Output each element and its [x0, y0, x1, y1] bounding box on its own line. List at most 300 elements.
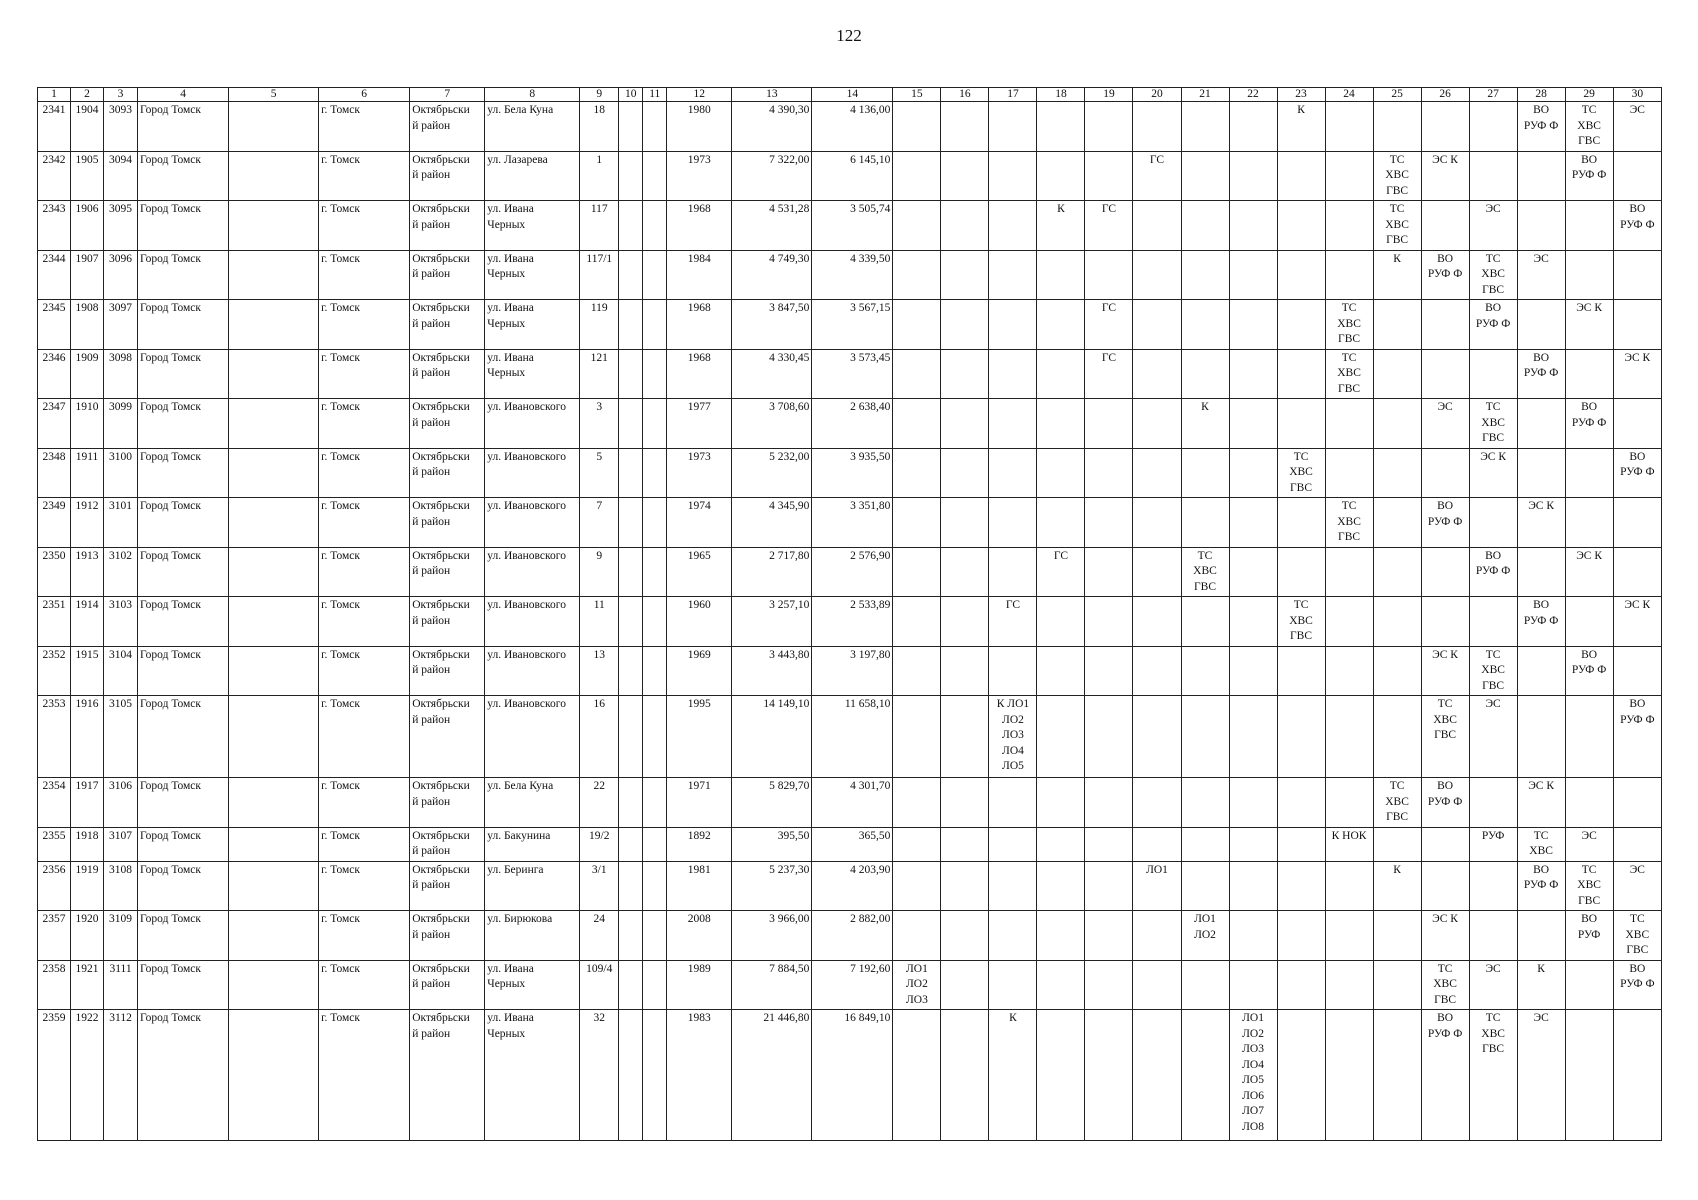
table-cell	[1421, 201, 1469, 251]
table-cell: 1984	[667, 250, 732, 300]
table-cell: 16	[580, 696, 619, 778]
table-cell: 2355	[38, 827, 71, 861]
table-row	[38, 151, 1662, 201]
table-cell	[941, 102, 989, 152]
table-cell: г. Томск	[319, 911, 410, 961]
table-cell	[1037, 448, 1085, 498]
table-cell: Город Томск	[138, 960, 229, 1010]
column-header: 3	[104, 88, 138, 102]
table-cell: ТС ХВС ГВС	[1565, 861, 1613, 911]
table-cell	[1037, 696, 1085, 778]
table-cell: 3 197,80	[812, 646, 893, 696]
table-cell: 5 237,30	[732, 861, 812, 911]
table-cell: ВО РУФ Ф	[1469, 547, 1517, 597]
table-cell	[989, 448, 1037, 498]
table-cell	[1325, 1010, 1373, 1141]
table-cell: 1910	[71, 399, 104, 449]
table-cell: ЭС К	[1517, 778, 1565, 828]
table-cell	[989, 102, 1037, 152]
table-cell	[1517, 300, 1565, 350]
table-cell: 1920	[71, 911, 104, 961]
table-cell: ТС ХВС ГВС	[1613, 911, 1661, 961]
table-cell	[619, 448, 643, 498]
table-cell: Город Томск	[138, 911, 229, 961]
table-cell	[1229, 861, 1277, 911]
table-cell: ул. Ивана Черных	[485, 300, 580, 350]
table-cell	[1373, 597, 1421, 647]
table-cell	[1373, 646, 1421, 696]
table-cell	[619, 151, 643, 201]
table-cell	[1277, 646, 1325, 696]
table-cell: 1	[580, 151, 619, 201]
table-cell	[941, 960, 989, 1010]
table-cell	[1277, 399, 1325, 449]
table-cell	[893, 151, 941, 201]
table-cell: 1981	[667, 861, 732, 911]
column-header: 29	[1565, 88, 1613, 102]
table-row	[38, 696, 1662, 778]
column-header: 28	[1517, 88, 1565, 102]
table-cell	[1277, 696, 1325, 778]
table-cell: 3096	[104, 250, 138, 300]
table-cell	[941, 201, 989, 251]
table-cell	[643, 778, 667, 828]
table-cell: К	[1277, 102, 1325, 152]
table-cell	[1325, 399, 1373, 449]
table-cell	[941, 300, 989, 350]
table-cell	[1373, 827, 1421, 861]
table-cell	[989, 778, 1037, 828]
table-cell: 2345	[38, 300, 71, 350]
table-cell	[1517, 201, 1565, 251]
table-cell	[1229, 911, 1277, 961]
table-cell	[1037, 250, 1085, 300]
table-cell: ВО РУФ Ф	[1565, 399, 1613, 449]
table-cell	[893, 498, 941, 548]
table-cell	[1181, 201, 1229, 251]
table-cell: 3100	[104, 448, 138, 498]
table-cell: ул. Лазарева	[485, 151, 580, 201]
table-cell	[643, 646, 667, 696]
table-cell: ул. Ивана Черных	[485, 201, 580, 251]
table-cell	[1277, 1010, 1325, 1141]
table-cell	[1181, 498, 1229, 548]
table-cell	[1037, 861, 1085, 911]
table-cell	[1469, 861, 1517, 911]
table-cell: 119	[580, 300, 619, 350]
table-cell	[1037, 597, 1085, 647]
table-cell	[1325, 151, 1373, 201]
column-header: 14	[812, 88, 893, 102]
table-cell: Октябрьски й район	[410, 399, 485, 449]
table-cell	[1229, 547, 1277, 597]
table-cell	[1373, 349, 1421, 399]
table-cell: К НОК	[1325, 827, 1373, 861]
table-cell	[1037, 1010, 1085, 1141]
table-cell: 3 573,45	[812, 349, 893, 399]
table-row	[38, 349, 1662, 399]
table-cell	[619, 827, 643, 861]
table-cell: 2348	[38, 448, 71, 498]
table-cell	[941, 151, 989, 201]
table-cell: г. Томск	[319, 696, 410, 778]
table-cell	[1085, 547, 1133, 597]
table-cell	[1565, 778, 1613, 828]
table-row	[38, 911, 1662, 961]
table-cell	[1229, 300, 1277, 350]
table-cell: Октябрьски й район	[410, 1010, 485, 1141]
table-cell: 1983	[667, 1010, 732, 1141]
table-cell: ЭС К	[1421, 151, 1469, 201]
table-cell	[893, 201, 941, 251]
table-cell	[893, 349, 941, 399]
table-cell: 1974	[667, 498, 732, 548]
table-cell	[1037, 300, 1085, 350]
table-cell: 3108	[104, 861, 138, 911]
table-cell	[1181, 349, 1229, 399]
table-cell: ЭС К	[1613, 597, 1661, 647]
table-cell	[941, 861, 989, 911]
table-cell	[1277, 960, 1325, 1010]
table-cell	[1421, 349, 1469, 399]
table-cell	[643, 399, 667, 449]
table-cell: 1908	[71, 300, 104, 350]
table-row	[38, 300, 1662, 350]
table-cell	[1229, 498, 1277, 548]
table-cell: 3 567,15	[812, 300, 893, 350]
table-cell: ЭС	[1421, 399, 1469, 449]
table-cell: К	[1037, 201, 1085, 251]
table-cell	[1133, 646, 1181, 696]
table-cell: Город Томск	[138, 349, 229, 399]
table-cell	[989, 498, 1037, 548]
table-cell	[1421, 827, 1469, 861]
table-cell	[1229, 646, 1277, 696]
table-cell	[1517, 399, 1565, 449]
table-cell: Октябрьски й район	[410, 960, 485, 1010]
table-cell	[643, 250, 667, 300]
table-cell	[1613, 547, 1661, 597]
table-cell	[1133, 597, 1181, 647]
table-cell: Город Томск	[138, 778, 229, 828]
table-cell	[989, 646, 1037, 696]
table-cell: ул. Бакунина	[485, 827, 580, 861]
column-header: 11	[643, 88, 667, 102]
table-cell	[1565, 1010, 1613, 1141]
table-cell: 1906	[71, 201, 104, 251]
table-cell	[1613, 250, 1661, 300]
table-cell	[941, 827, 989, 861]
table-cell: 19/2	[580, 827, 619, 861]
table-cell	[1133, 448, 1181, 498]
table-cell	[1085, 250, 1133, 300]
table-cell: Город Томск	[138, 498, 229, 548]
table-row	[38, 201, 1662, 251]
table-cell	[1133, 1010, 1181, 1141]
table-cell: 11	[580, 597, 619, 647]
table-cell	[619, 597, 643, 647]
table-cell	[1565, 696, 1613, 778]
table-cell: 4 203,90	[812, 861, 893, 911]
table-cell: 3	[580, 399, 619, 449]
table-cell: 1907	[71, 250, 104, 300]
table-cell	[989, 349, 1037, 399]
page-number: 122	[836, 26, 862, 45]
table-cell: 1969	[667, 646, 732, 696]
table-cell: ул. Ивановского	[485, 498, 580, 548]
table-cell	[1085, 498, 1133, 548]
table-cell: 1904	[71, 102, 104, 152]
table-cell: 3098	[104, 349, 138, 399]
table-cell: ТС ХВС ГВС	[1469, 250, 1517, 300]
table-cell: 3109	[104, 911, 138, 961]
table-cell: 4 531,28	[732, 201, 812, 251]
table-cell	[619, 960, 643, 1010]
table-cell: ЭС	[1517, 1010, 1565, 1141]
table-cell: ГС	[1133, 151, 1181, 201]
table-cell	[1277, 498, 1325, 548]
table-cell	[619, 300, 643, 350]
table-cell	[1229, 960, 1277, 1010]
table-cell: 1912	[71, 498, 104, 548]
table-cell: 3 708,60	[732, 399, 812, 449]
table-cell: г. Томск	[319, 827, 410, 861]
table-cell	[1085, 448, 1133, 498]
table-row	[38, 597, 1662, 647]
table-cell	[1517, 696, 1565, 778]
table-cell	[1277, 300, 1325, 350]
table-cell	[1325, 250, 1373, 300]
table-cell	[1229, 778, 1277, 828]
table-cell	[1613, 1010, 1661, 1141]
table-cell: 2008	[667, 911, 732, 961]
table-cell: 1989	[667, 960, 732, 1010]
table-cell	[1421, 597, 1469, 647]
table-cell: Город Томск	[138, 646, 229, 696]
table-row	[38, 250, 1662, 300]
table-cell: ЭС	[1469, 201, 1517, 251]
table-row	[38, 498, 1662, 548]
table-cell: ВО РУФ Ф	[1517, 861, 1565, 911]
table-cell: РУФ	[1469, 827, 1517, 861]
table-cell: ЭС	[1565, 827, 1613, 861]
table-cell	[893, 250, 941, 300]
table-cell	[1373, 547, 1421, 597]
table-cell: ул. Ивана Черных	[485, 960, 580, 1010]
table-cell	[1421, 300, 1469, 350]
table-cell	[989, 861, 1037, 911]
table-cell	[1085, 399, 1133, 449]
table-cell	[1517, 547, 1565, 597]
table-cell	[1037, 911, 1085, 961]
table-cell	[941, 646, 989, 696]
table-cell: ЛО1	[1133, 861, 1181, 911]
table-cell: ВО РУФ Ф	[1613, 696, 1661, 778]
table-cell: ул. Беринга	[485, 861, 580, 911]
column-header: 17	[989, 88, 1037, 102]
table-cell: 3097	[104, 300, 138, 350]
table-cell: 2351	[38, 597, 71, 647]
table-cell: 1968	[667, 349, 732, 399]
table-cell: 1973	[667, 448, 732, 498]
table-cell: г. Томск	[319, 778, 410, 828]
table-cell	[229, 250, 319, 300]
table-cell: 4 339,50	[812, 250, 893, 300]
table-cell: 4 330,45	[732, 349, 812, 399]
table-cell: ЭС К	[1469, 448, 1517, 498]
table-cell: 3112	[104, 1010, 138, 1141]
table-cell: 2 576,90	[812, 547, 893, 597]
table-cell: ул. Ивана Черных	[485, 349, 580, 399]
column-header: 9	[580, 88, 619, 102]
table-cell: ул. Ивановского	[485, 597, 580, 647]
table-cell	[1565, 960, 1613, 1010]
table-cell	[1181, 696, 1229, 778]
table-row	[38, 399, 1662, 449]
table-cell: 1971	[667, 778, 732, 828]
table-cell	[1277, 250, 1325, 300]
table-cell	[1421, 448, 1469, 498]
table-cell: 3/1	[580, 861, 619, 911]
table-cell: ул. Бирюкова	[485, 911, 580, 961]
column-header: 23	[1277, 88, 1325, 102]
table-cell	[619, 696, 643, 778]
table-cell: Город Томск	[138, 547, 229, 597]
table-cell: г. Томск	[319, 151, 410, 201]
table-cell	[229, 597, 319, 647]
table-cell: Город Томск	[138, 696, 229, 778]
table-cell: г. Томск	[319, 1010, 410, 1141]
table-cell	[1133, 349, 1181, 399]
table-cell	[1373, 911, 1421, 961]
table-cell: 2344	[38, 250, 71, 300]
table-cell: 24	[580, 911, 619, 961]
table-cell: г. Томск	[319, 597, 410, 647]
table-cell	[941, 597, 989, 647]
table-row	[38, 547, 1662, 597]
table-cell: 1909	[71, 349, 104, 399]
column-header: 20	[1133, 88, 1181, 102]
table-cell: ТС ХВС ГВС	[1373, 778, 1421, 828]
table-cell	[1181, 448, 1229, 498]
table-cell	[1229, 102, 1277, 152]
column-header: 4	[138, 88, 229, 102]
table-cell	[229, 201, 319, 251]
table-cell	[1133, 547, 1181, 597]
table-cell: 1916	[71, 696, 104, 778]
table-cell: ВО РУФ Ф	[1517, 597, 1565, 647]
table-cell	[989, 827, 1037, 861]
table-cell	[619, 778, 643, 828]
table-cell: 32	[580, 1010, 619, 1141]
table-cell: 2358	[38, 960, 71, 1010]
table-cell: ЭС	[1613, 102, 1661, 152]
table-cell: ТС ХВС ГВС	[1373, 151, 1421, 201]
table-cell: Октябрьски й район	[410, 547, 485, 597]
table-row	[38, 778, 1662, 828]
column-header: 27	[1469, 88, 1517, 102]
table-cell: ВО РУФ Ф	[1517, 349, 1565, 399]
table-cell: 2 533,89	[812, 597, 893, 647]
table-cell: Октябрьски й район	[410, 102, 485, 152]
table-cell	[643, 448, 667, 498]
table-cell: 1892	[667, 827, 732, 861]
table-cell	[893, 300, 941, 350]
table-cell	[1133, 911, 1181, 961]
table-cell	[1037, 399, 1085, 449]
table-cell: ЭС К	[1565, 300, 1613, 350]
table-cell	[1469, 911, 1517, 961]
table-cell: ЛО1 ЛО2 ЛО3	[893, 960, 941, 1010]
table-cell: ТС ХВС ГВС	[1421, 696, 1469, 778]
table-cell: ул. Бела Куна	[485, 778, 580, 828]
table-cell: 2 717,80	[732, 547, 812, 597]
table-cell	[989, 399, 1037, 449]
table-cell: 1922	[71, 1010, 104, 1141]
table-cell: 395,50	[732, 827, 812, 861]
table-cell: Октябрьски й район	[410, 827, 485, 861]
table-cell	[1613, 827, 1661, 861]
table-row	[38, 861, 1662, 911]
table-cell: 1980	[667, 102, 732, 152]
table-cell: 1915	[71, 646, 104, 696]
table-cell: ЭС	[1469, 696, 1517, 778]
table-cell: ТС ХВС ГВС	[1277, 597, 1325, 647]
table-cell: 3101	[104, 498, 138, 548]
table-cell: ЭС К	[1421, 911, 1469, 961]
table-cell	[1325, 597, 1373, 647]
table-cell	[229, 861, 319, 911]
table-cell	[941, 1010, 989, 1141]
table-cell: 2359	[38, 1010, 71, 1141]
table-cell	[229, 448, 319, 498]
table-cell: ТС ХВС ГВС	[1181, 547, 1229, 597]
table-cell: Город Томск	[138, 448, 229, 498]
column-header: 19	[1085, 88, 1133, 102]
table-cell	[643, 102, 667, 152]
table-cell: 7 322,00	[732, 151, 812, 201]
table-cell	[1325, 778, 1373, 828]
table-cell	[989, 250, 1037, 300]
table-cell	[1373, 960, 1421, 1010]
table-cell	[1373, 399, 1421, 449]
table-cell	[1133, 250, 1181, 300]
table-cell	[989, 547, 1037, 597]
table-cell: 1921	[71, 960, 104, 1010]
table-cell	[1229, 696, 1277, 778]
table-cell: Октябрьски й район	[410, 300, 485, 350]
table-cell	[619, 201, 643, 251]
table-cell: 7	[580, 498, 619, 548]
table-cell: ВО РУФ	[1565, 911, 1613, 961]
table-row	[38, 827, 1662, 861]
table-cell: 1968	[667, 300, 732, 350]
table-cell	[1469, 102, 1517, 152]
table-cell: 1995	[667, 696, 732, 778]
table-cell: ЭС К	[1613, 349, 1661, 399]
table-cell: 3104	[104, 646, 138, 696]
table-cell	[941, 250, 989, 300]
table-cell: г. Томск	[319, 300, 410, 350]
table-cell: Город Томск	[138, 861, 229, 911]
table-cell: ЭС К	[1565, 547, 1613, 597]
table-cell: 18	[580, 102, 619, 152]
table-cell	[989, 300, 1037, 350]
table-cell	[619, 646, 643, 696]
table-cell: 1914	[71, 597, 104, 647]
table-cell	[941, 547, 989, 597]
table-cell	[1325, 960, 1373, 1010]
